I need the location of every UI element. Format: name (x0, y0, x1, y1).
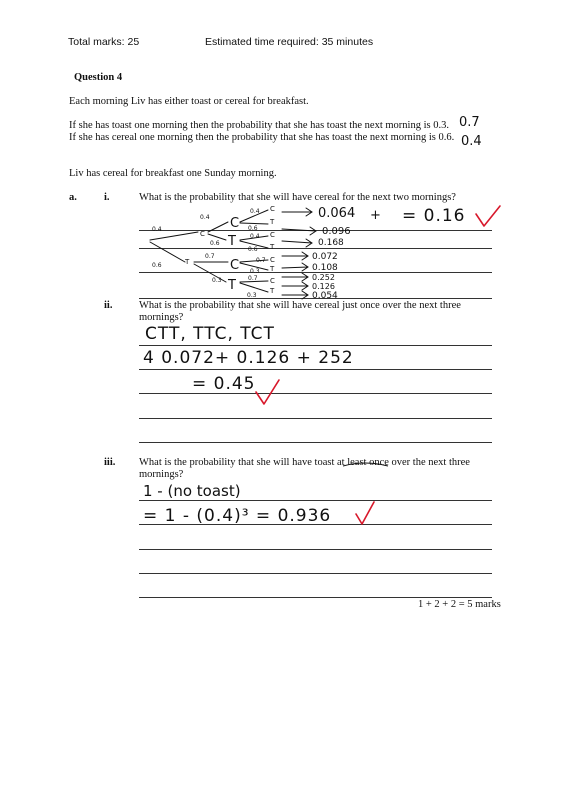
estimated-time: Estimated time required: 35 minutes (205, 36, 374, 48)
tree-branch-label: 0.3 (212, 277, 222, 284)
tree-branch (194, 264, 226, 282)
question-intro: Each morning Liv has either toast or cereal for breakfast. (69, 96, 309, 107)
tree-branch-label: 0.4 (200, 214, 210, 221)
tree-node: T (228, 234, 236, 249)
tree-branch (240, 263, 268, 270)
tree-leaf-node: T (270, 218, 275, 226)
part-ii-text: What is the probability that she will have cereal just once over the next three mornings? (139, 300, 461, 323)
arrow-icon (282, 291, 308, 299)
margin-note-1: 0.7 (459, 115, 480, 130)
tree-leaf-node: T (270, 265, 275, 273)
tree-leaf-node: C (270, 231, 275, 239)
tree-result: 0.126 (312, 282, 335, 291)
tree-branch-label: 0.4 (152, 226, 162, 233)
tree-branch-label: 0.6 (152, 262, 162, 269)
arrow-icon (282, 282, 308, 290)
part-i-text: What is the probability that she will have cereal for the next two mornings? (139, 192, 456, 203)
tree-branch (150, 242, 185, 262)
tree-node: C (200, 230, 205, 238)
tree-result: 0.096 (322, 226, 351, 237)
tree-node: T (185, 258, 190, 266)
tree-leaf-label: 0.7 (256, 257, 266, 264)
tree-leaf-label: 0.7 (248, 275, 258, 282)
tree-result: 0.064 (318, 206, 356, 221)
part-i-label: i. (104, 192, 110, 203)
tree-branch-label: 0.7 (205, 253, 215, 260)
tree-leaf-node: C (270, 205, 275, 213)
tree-branch (240, 260, 268, 262)
tree-result: 0.168 (318, 238, 344, 248)
tree-node: C (230, 258, 240, 273)
question-title: Question 4 (74, 72, 123, 83)
tree-result: 0.108 (312, 263, 338, 273)
tree-node: C (230, 216, 240, 231)
part-ii-label: ii. (104, 300, 113, 311)
arrow-icon (282, 208, 312, 216)
tree-branch (240, 210, 268, 222)
arrow-icon (282, 263, 308, 271)
tree-leaf-label: 0.6 (248, 225, 258, 232)
arrow-icon (282, 273, 308, 281)
answer-a-ii-work-3: = 0.45 (192, 374, 256, 394)
answer-a-i: = 0.16 (402, 206, 466, 226)
tree-branch (240, 223, 268, 224)
tree-leaf-node: C (270, 256, 275, 264)
tree-branch (208, 234, 226, 240)
tree-result: 0.072 (312, 252, 338, 262)
arrow-icon (282, 252, 308, 260)
tree-leaf-label: 0.6 (248, 246, 258, 253)
tree-node: T (228, 278, 236, 293)
question-line-1: If she has toast one morning then the probability that she has toast the next morning is 0.3. (69, 120, 449, 131)
answer-a-iii-work-2: = 1 - (0.4)³ = 0.936 (143, 506, 332, 526)
tree-leaf-label: 0.3 (250, 268, 260, 275)
tree-branch (240, 281, 268, 282)
tree-result: 0.054 (312, 291, 338, 301)
tick-icon (256, 380, 279, 404)
tree-leaf-label: 0.4 (250, 233, 260, 240)
underline (343, 463, 388, 466)
tree-branch (240, 236, 268, 240)
arrow-icon (282, 227, 316, 235)
answer-a-iii-work-1: 1 - (no toast) (143, 482, 241, 500)
plus-sign: + (370, 208, 381, 223)
part-iii-label: iii. (104, 457, 116, 468)
tree-leaf-label: 0.4 (250, 208, 260, 215)
margin-note-2: 0.4 (461, 134, 482, 149)
tree-leaf-node: T (270, 287, 275, 295)
tree-branch (240, 283, 268, 292)
tree-branch-label: 0.6 (210, 240, 220, 247)
tree-branch (208, 222, 228, 232)
tree-branch (240, 241, 268, 248)
part-a-label: a. (69, 192, 77, 203)
question-line-2: If she has cereal one morning then the probability that she has toast the next morning is 0.6. (69, 132, 455, 143)
tick-icon (476, 206, 500, 226)
total-marks: Total marks: 25 (68, 36, 140, 48)
tree-leaf-node: C (270, 277, 275, 285)
tree-leaf-label: 0.3 (247, 292, 257, 299)
tree-result: 0.252 (312, 273, 335, 282)
marks-total: 1 + 2 + 2 = 5 marks (418, 599, 501, 610)
answer-a-ii-work-2: 4 0.072+ 0.126 + 252 (143, 348, 354, 368)
arrow-icon (282, 239, 312, 247)
tick-icon (356, 502, 374, 524)
part-iii-text: What is the probability that she will have toast at least once over the next three mornings? (139, 457, 470, 480)
answer-a-ii-work-1: CTT, TTC, TCT (145, 324, 275, 344)
tree-branch (150, 232, 198, 240)
question-context: Liv has cereal for breakfast one Sunday morning. (69, 168, 277, 179)
tree-leaf-node: T (270, 243, 275, 251)
